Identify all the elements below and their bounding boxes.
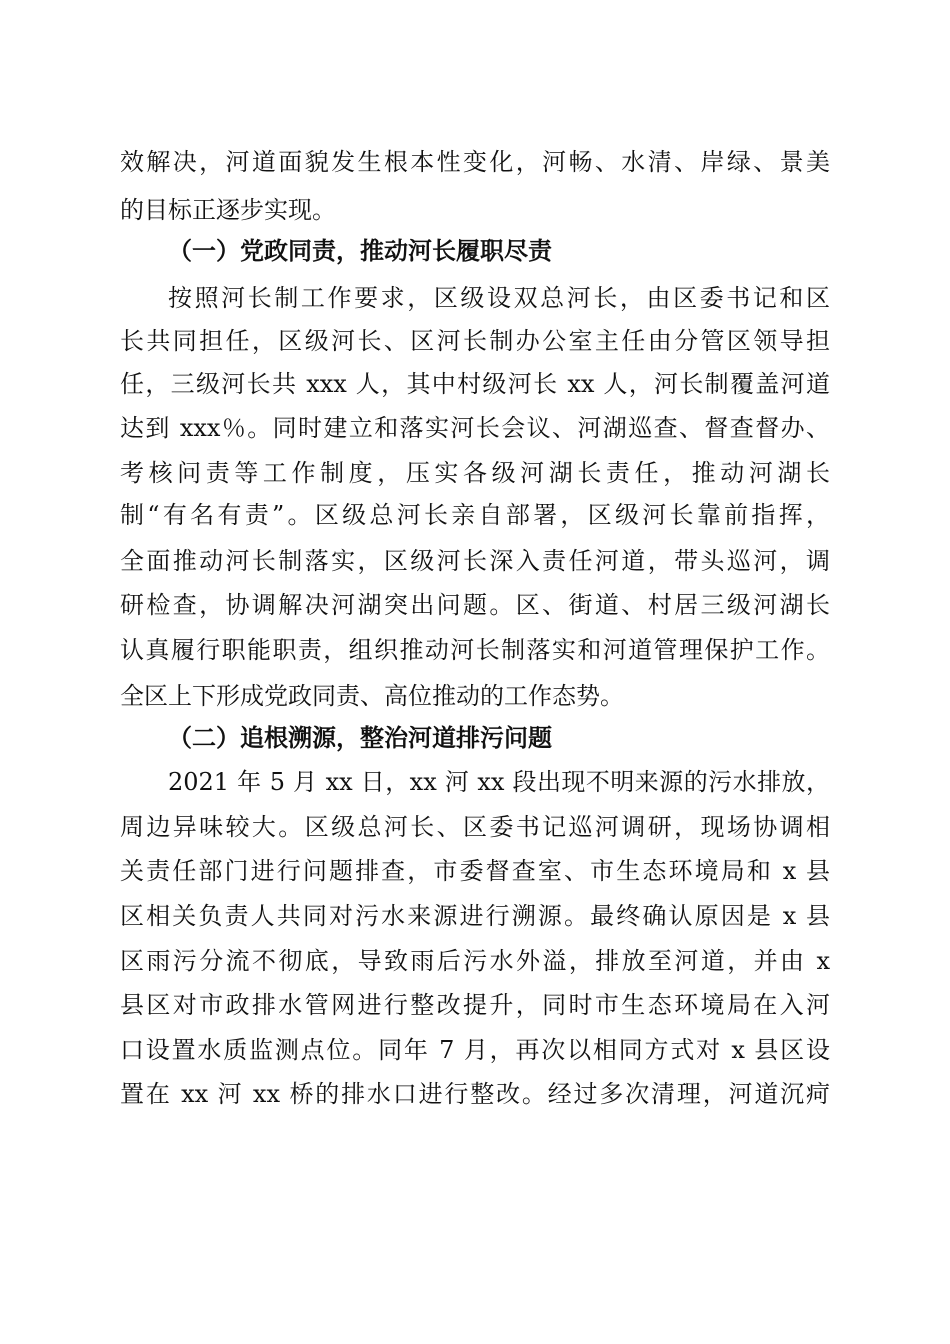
body-text-line: 的目标正逐步实现。 (120, 196, 336, 224)
section-heading-1: （一）党政同责，推动河长履职尽责 (168, 237, 552, 265)
body-text-line: 长共同担任，区级河长、区河长制办公室主任由分管区领导担 (120, 327, 830, 355)
body-text-line: 置在 xx 河 xx 桥的排水口进行整改。经过多次清理，河道沉疴 (120, 1080, 830, 1108)
body-text-line: 区雨污分流不彻底，导致雨后污水外溢，排放至河道，并由 x (120, 947, 830, 975)
body-text-line: 全面推动河长制落实，区级河长深入责任河道，带头巡河，调 (120, 547, 830, 575)
body-text-line: 关责任部门进行问题排查，市委督查室、市生态环境局和 x 县 (120, 857, 830, 885)
section-heading-2: （二）追根溯源，整治河道排污问题 (168, 724, 552, 752)
body-text-line: 任，三级河长共 xxx 人，其中村级河长 xx 人，河长制覆盖河道 (120, 370, 830, 398)
body-text-line: 区相关负责人共同对污水来源进行溯源。最终确认原因是 x 县 (120, 902, 830, 930)
body-text-line: 周边异味较大。区级总河长、区委书记巡河调研，现场协调相 (120, 813, 830, 841)
body-text-line: 全区上下形成党政同责、高位推动的工作态势。 (120, 682, 624, 710)
body-text-line: 达到 xxx％。同时建立和落实河长会议、河湖巡查、督查督办、 (120, 414, 830, 442)
body-text-line: 制“有名有责”。区级总河长亲自部署，区级河长靠前指挥， (120, 501, 830, 529)
body-text-line: 效解决，河道面貌发生根本性变化，河畅、水清、岸绿、景美 (120, 148, 830, 176)
body-text-line: 口设置水质监测点位。同年 7 月，再次以相同方式对 x 县区设 (120, 1036, 830, 1064)
body-text-line: 2021 年 5 月 xx 日，xx 河 xx 段出现不明来源的污水排放， (168, 768, 830, 796)
body-text-line: 按照河长制工作要求，区级设双总河长，由区委书记和区 (168, 284, 830, 312)
body-text-line: 认真履行职能职责，组织推动河长制落实和河道管理保护工作。 (120, 636, 830, 664)
body-text-line: 研检查，协调解决河湖突出问题。区、街道、村居三级河湖长 (120, 591, 830, 619)
body-text-line: 县区对市政排水管网进行整改提升，同时市生态环境局在入河 (120, 991, 830, 1019)
body-text-line: 考核问责等工作制度，压实各级河湖长责任，推动河湖长 (120, 459, 830, 487)
